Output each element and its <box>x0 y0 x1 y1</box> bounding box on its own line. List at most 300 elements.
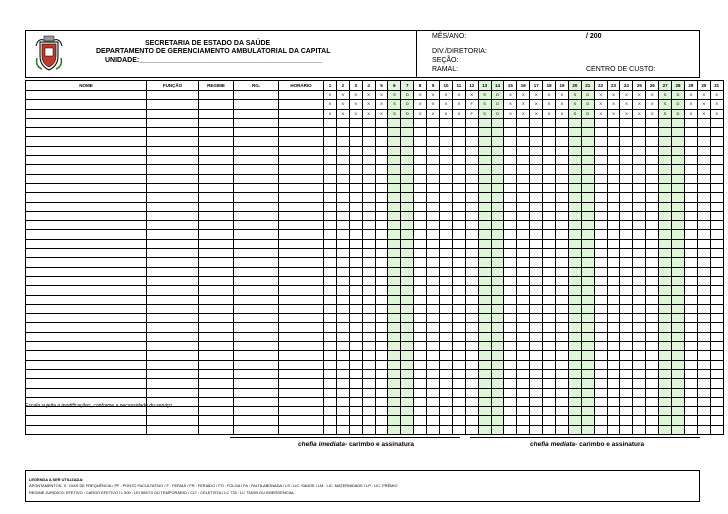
day-cell[interactable] <box>478 323 491 332</box>
day-cell[interactable] <box>362 304 375 313</box>
day-cell[interactable]: X <box>362 91 375 100</box>
day-cell[interactable] <box>478 156 491 165</box>
day-cell[interactable] <box>349 407 362 416</box>
row-cell[interactable] <box>279 351 324 360</box>
day-cell[interactable] <box>568 165 581 174</box>
day-cell[interactable] <box>401 202 414 211</box>
day-cell[interactable] <box>375 276 388 285</box>
day-cell[interactable] <box>336 397 349 406</box>
day-cell[interactable] <box>362 286 375 295</box>
day-cell[interactable] <box>336 137 349 146</box>
row-cell[interactable] <box>26 416 147 425</box>
day-cell[interactable] <box>607 304 620 313</box>
day-cell[interactable]: X <box>530 100 543 109</box>
day-cell[interactable] <box>710 221 723 230</box>
day-cell[interactable] <box>336 165 349 174</box>
day-cell[interactable]: S <box>568 100 581 109</box>
day-cell[interactable] <box>672 342 685 351</box>
day-cell[interactable] <box>697 425 710 434</box>
day-cell[interactable] <box>362 211 375 220</box>
row-cell[interactable] <box>234 295 279 304</box>
day-cell[interactable] <box>556 128 569 137</box>
day-cell[interactable] <box>697 230 710 239</box>
day-cell[interactable] <box>517 407 530 416</box>
day-cell[interactable] <box>633 286 646 295</box>
day-cell[interactable] <box>556 137 569 146</box>
day-cell[interactable] <box>568 239 581 248</box>
day-cell[interactable] <box>697 369 710 378</box>
day-cell[interactable] <box>594 388 607 397</box>
day-cell[interactable] <box>491 239 504 248</box>
day-cell[interactable] <box>568 295 581 304</box>
day-cell[interactable] <box>452 286 465 295</box>
day-cell[interactable] <box>581 295 594 304</box>
day-cell[interactable] <box>478 165 491 174</box>
day-cell[interactable] <box>543 137 556 146</box>
row-cell[interactable] <box>147 332 199 341</box>
day-cell[interactable] <box>620 137 633 146</box>
day-cell[interactable] <box>543 128 556 137</box>
day-cell[interactable] <box>659 267 672 276</box>
day-cell[interactable]: X <box>594 100 607 109</box>
day-cell[interactable] <box>465 258 478 267</box>
day-cell[interactable] <box>568 388 581 397</box>
day-cell[interactable] <box>672 249 685 258</box>
day-cell[interactable] <box>646 267 659 276</box>
day-cell[interactable] <box>568 304 581 313</box>
row-cell[interactable] <box>279 276 324 285</box>
day-cell[interactable] <box>336 202 349 211</box>
row-cell[interactable] <box>26 221 147 230</box>
day-cell[interactable] <box>465 267 478 276</box>
day-cell[interactable] <box>620 304 633 313</box>
day-cell[interactable] <box>504 425 517 434</box>
day-cell[interactable] <box>414 369 427 378</box>
day-cell[interactable] <box>672 156 685 165</box>
row-cell[interactable] <box>26 249 147 258</box>
day-cell[interactable] <box>491 211 504 220</box>
day-cell[interactable] <box>362 267 375 276</box>
day-cell[interactable] <box>620 230 633 239</box>
day-cell[interactable] <box>414 286 427 295</box>
day-cell[interactable] <box>324 258 337 267</box>
day-cell[interactable] <box>478 146 491 155</box>
day-cell[interactable] <box>504 211 517 220</box>
row-cell[interactable] <box>279 183 324 192</box>
day-cell[interactable] <box>478 369 491 378</box>
day-cell[interactable] <box>672 146 685 155</box>
row-cell[interactable] <box>234 397 279 406</box>
day-cell[interactable] <box>349 165 362 174</box>
day-cell[interactable] <box>710 304 723 313</box>
day-cell[interactable] <box>620 425 633 434</box>
day-cell[interactable] <box>633 211 646 220</box>
day-cell[interactable] <box>336 156 349 165</box>
day-cell[interactable] <box>568 342 581 351</box>
day-cell[interactable] <box>362 258 375 267</box>
day-cell[interactable] <box>336 407 349 416</box>
day-cell[interactable] <box>581 323 594 332</box>
day-cell[interactable] <box>349 304 362 313</box>
day-cell[interactable] <box>556 146 569 155</box>
day-cell[interactable] <box>427 360 440 369</box>
day-cell[interactable] <box>556 230 569 239</box>
day-cell[interactable]: X <box>684 91 697 100</box>
row-cell[interactable] <box>26 193 147 202</box>
day-cell[interactable] <box>491 369 504 378</box>
day-cell[interactable] <box>633 388 646 397</box>
day-cell[interactable] <box>568 258 581 267</box>
day-cell[interactable] <box>362 323 375 332</box>
day-cell[interactable] <box>336 239 349 248</box>
day-cell[interactable] <box>710 416 723 425</box>
day-cell[interactable] <box>620 165 633 174</box>
day-cell[interactable] <box>504 202 517 211</box>
day-cell[interactable] <box>543 323 556 332</box>
day-cell[interactable] <box>375 174 388 183</box>
day-cell[interactable] <box>568 137 581 146</box>
day-cell[interactable] <box>504 397 517 406</box>
day-cell[interactable] <box>697 183 710 192</box>
day-cell[interactable] <box>414 416 427 425</box>
day-cell[interactable] <box>710 286 723 295</box>
day-cell[interactable] <box>362 146 375 155</box>
day-cell[interactable] <box>646 165 659 174</box>
day-cell[interactable] <box>568 202 581 211</box>
day-cell[interactable] <box>517 295 530 304</box>
row-cell[interactable] <box>26 295 147 304</box>
day-cell[interactable] <box>336 221 349 230</box>
day-cell[interactable]: X <box>517 100 530 109</box>
day-cell[interactable] <box>349 360 362 369</box>
day-cell[interactable]: X <box>324 100 337 109</box>
day-cell[interactable] <box>594 407 607 416</box>
day-cell[interactable] <box>620 193 633 202</box>
day-cell[interactable] <box>375 323 388 332</box>
day-cell[interactable] <box>440 239 453 248</box>
day-cell[interactable] <box>336 360 349 369</box>
day-cell[interactable] <box>504 156 517 165</box>
day-cell[interactable] <box>556 118 569 127</box>
day-cell[interactable]: X <box>414 109 427 118</box>
day-cell[interactable]: X <box>697 91 710 100</box>
day-cell[interactable] <box>543 267 556 276</box>
day-cell[interactable] <box>659 314 672 323</box>
day-cell[interactable] <box>504 295 517 304</box>
row-cell[interactable] <box>147 109 199 118</box>
day-cell[interactable] <box>710 379 723 388</box>
day-cell[interactable] <box>581 146 594 155</box>
day-cell[interactable] <box>710 146 723 155</box>
row-cell[interactable] <box>279 369 324 378</box>
day-cell[interactable] <box>336 211 349 220</box>
day-cell[interactable] <box>594 249 607 258</box>
day-cell[interactable] <box>581 332 594 341</box>
day-cell[interactable] <box>659 295 672 304</box>
day-cell[interactable] <box>568 276 581 285</box>
day-cell[interactable]: X <box>517 109 530 118</box>
day-cell[interactable] <box>659 239 672 248</box>
day-cell[interactable]: X <box>427 91 440 100</box>
day-cell[interactable] <box>478 230 491 239</box>
day-cell[interactable] <box>633 174 646 183</box>
day-cell[interactable] <box>465 174 478 183</box>
day-cell[interactable] <box>349 369 362 378</box>
day-cell[interactable] <box>401 221 414 230</box>
row-cell[interactable] <box>279 332 324 341</box>
day-cell[interactable] <box>594 332 607 341</box>
day-cell[interactable]: X <box>375 100 388 109</box>
row-cell[interactable] <box>147 286 199 295</box>
day-cell[interactable]: S <box>478 100 491 109</box>
day-cell[interactable] <box>620 286 633 295</box>
row-cell[interactable] <box>26 174 147 183</box>
row-cell[interactable] <box>279 286 324 295</box>
day-cell[interactable]: X <box>697 109 710 118</box>
day-cell[interactable] <box>491 128 504 137</box>
day-cell[interactable] <box>504 379 517 388</box>
day-cell[interactable] <box>465 332 478 341</box>
day-cell[interactable] <box>491 249 504 258</box>
day-cell[interactable] <box>684 258 697 267</box>
day-cell[interactable] <box>684 211 697 220</box>
day-cell[interactable] <box>401 128 414 137</box>
day-cell[interactable] <box>401 379 414 388</box>
row-cell[interactable] <box>234 137 279 146</box>
day-cell[interactable] <box>607 239 620 248</box>
day-cell[interactable] <box>349 239 362 248</box>
day-cell[interactable] <box>452 407 465 416</box>
day-cell[interactable] <box>349 286 362 295</box>
day-cell[interactable] <box>530 128 543 137</box>
day-cell[interactable] <box>556 295 569 304</box>
day-cell[interactable] <box>362 221 375 230</box>
day-cell[interactable] <box>491 137 504 146</box>
day-cell[interactable] <box>478 202 491 211</box>
day-cell[interactable] <box>388 239 401 248</box>
day-cell[interactable] <box>478 221 491 230</box>
day-cell[interactable] <box>324 239 337 248</box>
day-cell[interactable] <box>517 286 530 295</box>
day-cell[interactable] <box>414 211 427 220</box>
day-cell[interactable] <box>607 286 620 295</box>
day-cell[interactable] <box>324 128 337 137</box>
day-cell[interactable] <box>362 165 375 174</box>
day-cell[interactable] <box>620 397 633 406</box>
day-cell[interactable] <box>517 351 530 360</box>
day-cell[interactable] <box>517 165 530 174</box>
day-cell[interactable] <box>594 118 607 127</box>
day-cell[interactable] <box>633 183 646 192</box>
day-cell[interactable] <box>620 146 633 155</box>
day-cell[interactable] <box>568 183 581 192</box>
day-cell[interactable] <box>349 267 362 276</box>
day-cell[interactable] <box>440 267 453 276</box>
day-cell[interactable] <box>646 407 659 416</box>
day-cell[interactable]: S <box>568 91 581 100</box>
day-cell[interactable] <box>375 351 388 360</box>
day-cell[interactable] <box>543 295 556 304</box>
day-cell[interactable] <box>349 379 362 388</box>
day-cell[interactable] <box>620 221 633 230</box>
day-cell[interactable] <box>659 128 672 137</box>
day-cell[interactable] <box>594 379 607 388</box>
row-cell[interactable] <box>26 156 147 165</box>
day-cell[interactable] <box>362 156 375 165</box>
day-cell[interactable] <box>684 323 697 332</box>
day-cell[interactable] <box>349 416 362 425</box>
day-cell[interactable] <box>607 342 620 351</box>
day-cell[interactable] <box>336 118 349 127</box>
day-cell[interactable] <box>581 258 594 267</box>
day-cell[interactable] <box>401 276 414 285</box>
day-cell[interactable] <box>710 332 723 341</box>
day-cell[interactable] <box>478 425 491 434</box>
day-cell[interactable] <box>478 397 491 406</box>
day-cell[interactable] <box>646 286 659 295</box>
day-cell[interactable] <box>517 425 530 434</box>
day-cell[interactable] <box>388 397 401 406</box>
day-cell[interactable] <box>710 128 723 137</box>
day-cell[interactable] <box>594 295 607 304</box>
day-cell[interactable] <box>543 211 556 220</box>
day-cell[interactable] <box>543 360 556 369</box>
day-cell[interactable] <box>427 332 440 341</box>
day-cell[interactable] <box>452 165 465 174</box>
day-cell[interactable] <box>594 397 607 406</box>
day-cell[interactable] <box>414 183 427 192</box>
day-cell[interactable] <box>401 146 414 155</box>
day-cell[interactable] <box>440 183 453 192</box>
row-cell[interactable] <box>234 369 279 378</box>
day-cell[interactable] <box>710 360 723 369</box>
day-cell[interactable] <box>543 286 556 295</box>
day-cell[interactable] <box>388 416 401 425</box>
day-cell[interactable] <box>646 128 659 137</box>
day-cell[interactable]: S <box>568 109 581 118</box>
day-cell[interactable] <box>362 230 375 239</box>
day-cell[interactable] <box>440 128 453 137</box>
day-cell[interactable] <box>452 174 465 183</box>
day-cell[interactable] <box>440 211 453 220</box>
day-cell[interactable] <box>568 146 581 155</box>
day-cell[interactable] <box>620 202 633 211</box>
day-cell[interactable] <box>427 314 440 323</box>
day-cell[interactable]: X <box>710 91 723 100</box>
day-cell[interactable] <box>646 156 659 165</box>
day-cell[interactable] <box>440 156 453 165</box>
day-cell[interactable] <box>491 174 504 183</box>
day-cell[interactable] <box>401 425 414 434</box>
day-cell[interactable] <box>414 221 427 230</box>
day-cell[interactable] <box>710 156 723 165</box>
day-cell[interactable]: X <box>594 91 607 100</box>
day-cell[interactable] <box>620 351 633 360</box>
day-cell[interactable] <box>646 276 659 285</box>
day-cell[interactable] <box>427 249 440 258</box>
day-cell[interactable] <box>568 118 581 127</box>
day-cell[interactable] <box>710 230 723 239</box>
day-cell[interactable] <box>646 369 659 378</box>
row-cell[interactable] <box>147 221 199 230</box>
row-cell[interactable] <box>279 156 324 165</box>
day-cell[interactable] <box>517 388 530 397</box>
day-cell[interactable] <box>684 128 697 137</box>
day-cell[interactable] <box>401 249 414 258</box>
row-cell[interactable] <box>199 239 234 248</box>
day-cell[interactable] <box>440 304 453 313</box>
day-cell[interactable] <box>401 416 414 425</box>
day-cell[interactable] <box>465 276 478 285</box>
day-cell[interactable] <box>543 369 556 378</box>
row-cell[interactable] <box>26 323 147 332</box>
day-cell[interactable] <box>517 379 530 388</box>
day-cell[interactable] <box>414 239 427 248</box>
day-cell[interactable] <box>543 332 556 341</box>
day-cell[interactable] <box>478 407 491 416</box>
row-cell[interactable] <box>26 314 147 323</box>
day-cell[interactable] <box>568 128 581 137</box>
day-cell[interactable] <box>543 183 556 192</box>
row-cell[interactable] <box>234 183 279 192</box>
day-cell[interactable] <box>710 249 723 258</box>
row-cell[interactable] <box>26 109 147 118</box>
row-cell[interactable] <box>26 369 147 378</box>
day-cell[interactable] <box>452 295 465 304</box>
day-cell[interactable] <box>362 407 375 416</box>
day-cell[interactable] <box>710 351 723 360</box>
day-cell[interactable] <box>543 174 556 183</box>
day-cell[interactable] <box>530 193 543 202</box>
day-cell[interactable] <box>491 425 504 434</box>
day-cell[interactable] <box>388 174 401 183</box>
day-cell[interactable] <box>414 360 427 369</box>
day-cell[interactable] <box>491 286 504 295</box>
day-cell[interactable]: X <box>607 109 620 118</box>
day-cell[interactable] <box>581 425 594 434</box>
day-cell[interactable] <box>504 249 517 258</box>
row-cell[interactable] <box>279 174 324 183</box>
day-cell[interactable] <box>465 314 478 323</box>
day-cell[interactable] <box>672 165 685 174</box>
day-cell[interactable] <box>581 351 594 360</box>
row-cell[interactable] <box>199 267 234 276</box>
day-cell[interactable] <box>491 351 504 360</box>
day-cell[interactable] <box>465 379 478 388</box>
day-cell[interactable] <box>659 156 672 165</box>
day-cell[interactable] <box>607 388 620 397</box>
row-cell[interactable] <box>26 425 147 434</box>
day-cell[interactable] <box>659 276 672 285</box>
day-cell[interactable] <box>633 239 646 248</box>
day-cell[interactable] <box>607 165 620 174</box>
day-cell[interactable] <box>672 221 685 230</box>
day-cell[interactable]: X <box>324 109 337 118</box>
row-cell[interactable] <box>234 267 279 276</box>
day-cell[interactable] <box>646 332 659 341</box>
day-cell[interactable] <box>362 342 375 351</box>
day-cell[interactable] <box>452 397 465 406</box>
day-cell[interactable] <box>362 351 375 360</box>
day-cell[interactable] <box>375 379 388 388</box>
day-cell[interactable] <box>607 369 620 378</box>
day-cell[interactable] <box>646 211 659 220</box>
day-cell[interactable] <box>349 183 362 192</box>
day-cell[interactable] <box>440 221 453 230</box>
day-cell[interactable] <box>697 156 710 165</box>
day-cell[interactable] <box>427 286 440 295</box>
day-cell[interactable] <box>388 342 401 351</box>
